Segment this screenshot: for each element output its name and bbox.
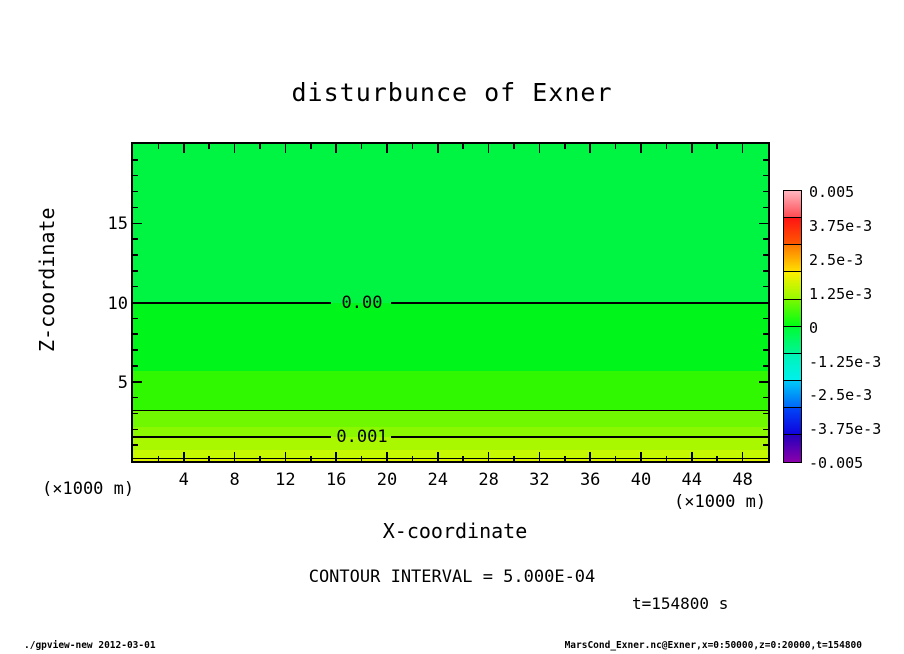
x-axis-tick — [437, 144, 439, 153]
x-tick-label: 24 — [427, 470, 449, 490]
x-axis-tick — [666, 144, 668, 149]
z-axis-tick — [763, 159, 768, 161]
x-axis-tick — [183, 144, 185, 153]
z-axis-tick — [133, 397, 138, 399]
plot-area — [131, 142, 770, 463]
x-axis-tick — [285, 452, 287, 461]
x-axis-tick — [691, 144, 693, 153]
z-axis-tick — [133, 333, 138, 335]
colorbar-tick-label: -3.75e-3 — [809, 420, 882, 439]
x-axis-tick — [386, 144, 388, 153]
x-axis-tick — [640, 144, 642, 153]
x-axis-tick — [564, 144, 566, 149]
footer-data-source: MarsCond_Exner.nc@Exner,x=0:50000,z=0:20000,t=154800 — [564, 640, 862, 651]
x-axis-tick — [513, 456, 515, 461]
z-axis-tick — [763, 429, 768, 431]
x-tick-label: 44 — [681, 470, 703, 490]
x-axis-tick — [412, 144, 414, 149]
x-axis-tick — [615, 456, 617, 461]
z-axis-tick — [763, 207, 768, 209]
x-axis-tick — [716, 144, 718, 149]
z-axis-tick — [133, 175, 138, 177]
time-annotation: t=154800 s — [632, 594, 729, 613]
z-axis-tick — [133, 254, 138, 256]
z-axis-tick — [763, 270, 768, 272]
z-axis-tick — [763, 333, 768, 335]
x-tick-label: 4 — [178, 470, 189, 490]
x-axis-label: X-coordinate — [382, 519, 528, 543]
z-tick-label: 10 — [107, 293, 128, 314]
x-axis-tick — [259, 144, 261, 149]
z-axis-tick — [763, 175, 768, 177]
x-axis-tick — [335, 144, 337, 153]
x-tick-label: 32 — [529, 470, 550, 490]
chart-title: disturbunce of Exner — [291, 78, 613, 107]
x-axis-tick — [361, 456, 363, 461]
contour-line-label: 0.00 — [341, 292, 383, 313]
x-axis-tick — [539, 144, 541, 153]
colorbar-cell — [783, 434, 802, 463]
x-axis-tick — [666, 456, 668, 461]
x-axis-tick — [386, 452, 388, 461]
x-axis-tick — [513, 144, 515, 149]
x-axis-tick — [539, 452, 541, 461]
colorbar — [783, 190, 802, 463]
x-axis-tick — [285, 144, 287, 153]
x-axis-tick — [208, 456, 210, 461]
shade-band — [133, 410, 768, 427]
x-tick-label: 36 — [579, 470, 601, 490]
x-tick-label: 48 — [732, 470, 753, 490]
z-tick-label: 15 — [107, 214, 128, 235]
colorbar-cell — [783, 271, 802, 300]
contour-line — [133, 410, 768, 411]
contour-line — [391, 302, 768, 304]
z-axis-tick — [133, 286, 138, 288]
z-axis-tick — [763, 349, 768, 351]
contour-line — [133, 302, 331, 304]
x-axis-tick — [259, 456, 261, 461]
contour-line-label: 0.001 — [336, 427, 388, 448]
x-axis-tick — [158, 144, 160, 149]
x-axis-tick — [462, 456, 464, 461]
z-axis-tick — [133, 238, 138, 240]
colorbar-cell — [783, 190, 802, 219]
contour-line — [133, 458, 768, 459]
x-axis-tick — [488, 452, 490, 461]
contour-line — [391, 436, 768, 438]
x-unit-label-left: (×1000 m) — [42, 479, 135, 499]
z-axis-tick — [763, 191, 768, 193]
colorbar-tick-label: 3.75e-3 — [809, 216, 873, 235]
z-axis-tick — [133, 444, 138, 446]
z-axis-tick — [763, 413, 768, 415]
x-axis-tick — [310, 144, 312, 149]
shade-band — [133, 303, 768, 371]
z-axis-label: Z-coordinate — [35, 207, 59, 352]
z-axis-tick — [759, 302, 768, 304]
x-axis-tick — [158, 456, 160, 461]
x-axis-tick — [183, 452, 185, 461]
x-axis-tick — [361, 144, 363, 149]
contour-interval-note: CONTOUR INTERVAL = 5.000E-04 — [308, 567, 596, 587]
z-axis-tick — [133, 207, 138, 209]
colorbar-cell — [783, 407, 802, 436]
colorbar-tick-label: -2.5e-3 — [809, 386, 873, 405]
z-axis-tick — [759, 381, 768, 383]
z-axis-tick — [133, 159, 138, 161]
z-axis-tick — [133, 191, 138, 193]
colorbar-cell — [783, 326, 802, 355]
colorbar-tick-label: 2.5e-3 — [809, 250, 864, 269]
colorbar-cell — [783, 299, 802, 328]
colorbar-tick-label: -1.25e-3 — [809, 352, 882, 371]
x-axis-tick — [742, 452, 744, 461]
z-axis-tick — [133, 365, 138, 367]
z-axis-tick — [133, 381, 142, 383]
x-axis-tick — [615, 144, 617, 149]
z-axis-tick — [133, 302, 142, 304]
x-tick-label: 8 — [229, 470, 240, 490]
contour-line — [133, 436, 331, 438]
z-axis-tick — [763, 238, 768, 240]
x-axis-tick — [716, 456, 718, 461]
shade-band — [133, 144, 768, 303]
colorbar-cell — [783, 353, 802, 382]
z-axis-tick — [133, 349, 138, 351]
z-axis-tick — [763, 365, 768, 367]
x-axis-tick — [488, 144, 490, 153]
x-axis-tick — [742, 144, 744, 153]
colorbar-cell — [783, 380, 802, 409]
z-axis-tick — [763, 444, 768, 446]
colorbar-tick-label: 1.25e-3 — [809, 284, 873, 303]
x-axis-tick — [437, 452, 439, 461]
x-axis-tick — [234, 144, 236, 153]
x-axis-tick — [691, 452, 693, 461]
x-axis-tick — [208, 144, 210, 149]
x-axis-tick — [589, 144, 591, 153]
z-axis-tick — [759, 223, 768, 225]
colorbar-cell — [783, 244, 802, 273]
x-axis-tick — [589, 452, 591, 461]
z-axis-tick — [133, 318, 138, 320]
shade-band — [133, 437, 768, 450]
z-axis-tick — [763, 318, 768, 320]
z-axis-tick — [133, 413, 138, 415]
colorbar-tick-label: -0.005 — [809, 454, 864, 473]
colorbar-tick-label: 0.005 — [809, 183, 855, 201]
x-axis-tick — [412, 456, 414, 461]
z-axis-tick — [133, 223, 142, 225]
x-axis-tick — [310, 456, 312, 461]
x-axis-tick — [462, 144, 464, 149]
x-tick-label: 16 — [325, 470, 347, 490]
z-axis-tick — [763, 254, 768, 256]
colorbar-tick-label: 0 — [809, 318, 819, 337]
x-tick-label: 28 — [478, 470, 499, 490]
z-axis-tick — [763, 286, 768, 288]
x-tick-label: 20 — [376, 470, 398, 490]
z-axis-tick — [133, 429, 138, 431]
z-tick-label: 5 — [117, 372, 128, 393]
x-axis-tick — [564, 456, 566, 461]
x-axis-tick — [234, 452, 236, 461]
shade-band — [133, 371, 768, 411]
x-unit-label-right: (×1000 m) — [674, 492, 767, 512]
colorbar-cell — [783, 217, 802, 246]
x-axis-tick — [640, 452, 642, 461]
x-tick-label: 40 — [630, 470, 652, 490]
z-axis-tick — [133, 270, 138, 272]
z-axis-tick — [763, 397, 768, 399]
x-axis-tick — [335, 452, 337, 461]
footer-program-version: ./gpview-new 2012-03-01 — [24, 640, 156, 651]
x-tick-label: 12 — [275, 470, 296, 490]
